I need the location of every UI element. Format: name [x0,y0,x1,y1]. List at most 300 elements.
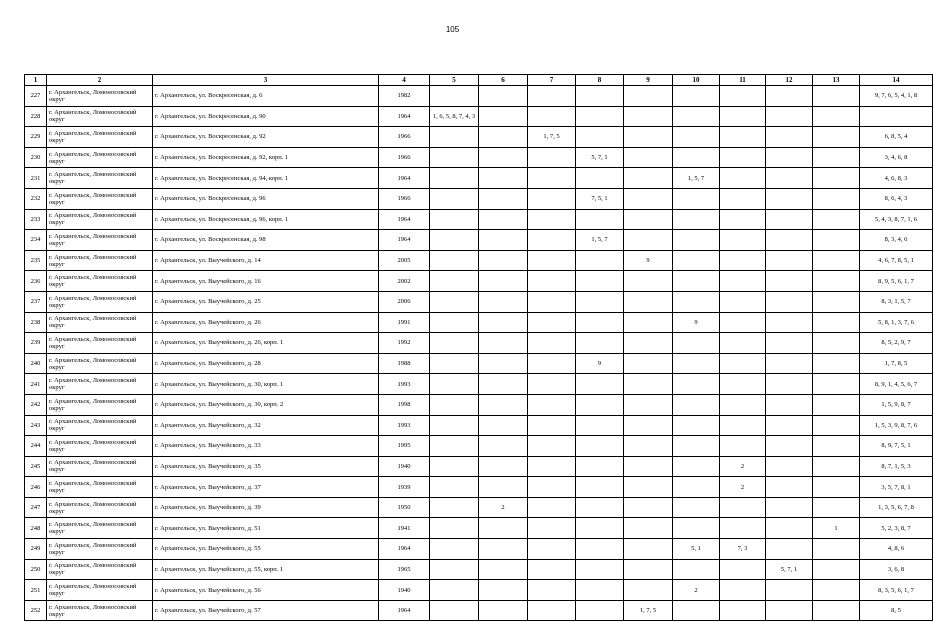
col-14-cell: 5, 8, 1, 3, 7, 6 [860,312,933,333]
table-row [25,168,933,189]
table-row [25,147,933,168]
row-number: 233 [25,209,47,230]
row-number: 236 [25,271,47,292]
col-5-cell [430,188,479,209]
row-number: 246 [25,477,47,498]
col-8-cell: 7, 5, 1 [576,188,624,209]
row-number: 232 [25,188,47,209]
col-7-cell [528,415,576,436]
col-6-cell [479,353,528,374]
col-13-cell [813,559,860,580]
col-12-cell [766,86,813,107]
col-5-cell [430,271,479,292]
year-cell: 1966 [379,147,430,168]
district-cell: г. Архангельск, Ломоносовский округ [47,456,153,477]
col-5-cell [430,127,479,148]
table-row [25,291,933,312]
col-9-cell: 1, 7, 5 [624,600,673,621]
col-6-cell [479,86,528,107]
col-11-cell: 2 [720,477,766,498]
col-8-cell [576,209,624,230]
year-cell: 2005 [379,250,430,271]
col-8-cell [576,168,624,189]
col-11-cell [720,415,766,436]
table-row [25,353,933,374]
district-cell: г. Архангельск, Ломоносовский округ [47,600,153,621]
col-9-cell [624,86,673,107]
col-9-cell [624,539,673,560]
col-10-cell [673,209,720,230]
col-7-cell [528,497,576,518]
district-cell: г. Архангельск, Ломоносовский округ [47,436,153,457]
col-6-cell [479,271,528,292]
col-6-cell [479,188,528,209]
col-5-cell [430,415,479,436]
district-cell: г. Архангельск, Ломоносовский округ [47,168,153,189]
address-cell: г. Архангельск, ул. Выучейского, д. 55, корп. 1 [153,559,379,580]
col-9-cell [624,168,673,189]
year-cell: 1964 [379,209,430,230]
col-7-cell [528,271,576,292]
col-14-cell: 3, 4, 6, 8 [860,147,933,168]
col-11-cell [720,559,766,580]
col-12-cell [766,250,813,271]
col-14-cell: 8, 7, 1, 5, 3 [860,456,933,477]
year-cell: 1939 [379,477,430,498]
col-14-cell: 3, 6, 8 [860,559,933,580]
column-header: 13 [813,75,860,86]
col-5-cell [430,518,479,539]
row-number: 230 [25,147,47,168]
col-6-cell [479,312,528,333]
col-9-cell [624,333,673,354]
col-6-cell [479,209,528,230]
col-11-cell [720,600,766,621]
register-table [24,74,933,621]
col-7-cell [528,106,576,127]
col-10-cell [673,230,720,251]
address-cell: г. Архангельск, ул. Выучейского, д. 35 [153,456,379,477]
district-cell: г. Архангельск, Ломоносовский округ [47,230,153,251]
district-cell: г. Архангельск, Ломоносовский округ [47,127,153,148]
col-8-cell [576,539,624,560]
col-13-cell [813,147,860,168]
col-14-cell: 9, 7, 6, 5, 4, 1, 8 [860,86,933,107]
row-number: 252 [25,600,47,621]
col-12-cell [766,456,813,477]
year-cell: 1993 [379,374,430,395]
col-9-cell [624,456,673,477]
col-6-cell [479,456,528,477]
table-row [25,477,933,498]
col-10-cell [673,291,720,312]
col-11-cell [720,580,766,601]
col-7-cell [528,477,576,498]
table-row [25,600,933,621]
year-cell: 1993 [379,415,430,436]
col-11-cell: 2 [720,456,766,477]
col-7-cell [528,394,576,415]
col-6-cell: 2 [479,497,528,518]
col-5-cell [430,436,479,457]
col-5-cell [430,539,479,560]
col-10-cell [673,436,720,457]
column-header: 6 [479,75,528,86]
table-row [25,250,933,271]
col-6-cell [479,106,528,127]
column-header: 12 [766,75,813,86]
col-13-cell [813,333,860,354]
address-cell: г. Архангельск, ул. Выучейского, д. 56 [153,580,379,601]
address-cell: г. Архангельск, ул. Выучейского, д. 55 [153,539,379,560]
col-8-cell [576,559,624,580]
col-8-cell [576,477,624,498]
col-12-cell [766,230,813,251]
col-10-cell [673,250,720,271]
col-9-cell [624,271,673,292]
col-8-cell [576,497,624,518]
col-9-cell [624,559,673,580]
col-11-cell [720,312,766,333]
col-11-cell [720,271,766,292]
col-8-cell [576,456,624,477]
table-row [25,374,933,395]
district-cell: г. Архангельск, Ломоносовский округ [47,497,153,518]
year-cell: 1998 [379,394,430,415]
col-6-cell [479,250,528,271]
col-7-cell [528,230,576,251]
year-cell: 1964 [379,106,430,127]
col-13-cell [813,312,860,333]
col-13-cell [813,209,860,230]
col-11-cell [720,497,766,518]
address-cell: г. Архангельск, ул. Выучейского, д. 25 [153,291,379,312]
col-14-cell: 5, 2, 3, 8, 7 [860,518,933,539]
row-number: 231 [25,168,47,189]
col-14-cell: 8, 3, 4, 6 [860,230,933,251]
col-7-cell [528,600,576,621]
col-5-cell [430,168,479,189]
col-6-cell [479,168,528,189]
year-cell: 1965 [379,559,430,580]
col-11-cell [720,106,766,127]
row-number: 237 [25,291,47,312]
col-14-cell: 4, 8, 6 [860,539,933,560]
col-5-cell [430,580,479,601]
page-number: 105 [445,25,460,34]
col-10-cell [673,477,720,498]
col-6-cell [479,539,528,560]
col-13-cell [813,127,860,148]
col-12-cell [766,436,813,457]
col-11-cell: 7, 3 [720,539,766,560]
col-13-cell [813,456,860,477]
table-row [25,456,933,477]
col-9-cell [624,477,673,498]
address-cell: г. Архангельск, ул. Воскресенская, д. 92, корп. 1 [153,147,379,168]
col-13-cell [813,580,860,601]
col-5-cell [430,147,479,168]
col-9-cell [624,436,673,457]
col-5-cell [430,559,479,580]
address-cell: г. Архангельск, ул. Выучейского, д. 57 [153,600,379,621]
col-13-cell [813,353,860,374]
district-cell: г. Архангельск, Ломоносовский округ [47,394,153,415]
col-6-cell [479,230,528,251]
col-9-cell [624,127,673,148]
col-10-cell [673,415,720,436]
col-5-cell: 1, 6, 5, 8, 7, 4, 3 [430,106,479,127]
address-cell: г. Архангельск, ул. Выучейского, д. 30, корп. 1 [153,374,379,395]
district-cell: г. Архангельск, Ломоносовский округ [47,271,153,292]
table-row [25,312,933,333]
col-13-cell [813,374,860,395]
col-11-cell [720,353,766,374]
col-7-cell [528,147,576,168]
col-14-cell: 3, 5, 7, 8, 1 [860,477,933,498]
col-9-cell [624,291,673,312]
col-9-cell [624,374,673,395]
col-14-cell: 4, 6, 8, 3 [860,168,933,189]
year-cell: 1966 [379,127,430,148]
column-header: 4 [379,75,430,86]
table-row [25,209,933,230]
col-9-cell [624,580,673,601]
table-row [25,518,933,539]
col-10-cell [673,374,720,395]
district-cell: г. Архангельск, Ломоносовский округ [47,559,153,580]
row-number: 234 [25,230,47,251]
col-8-cell [576,86,624,107]
col-9-cell [624,518,673,539]
col-10-cell: 5, 1 [673,539,720,560]
col-13-cell [813,291,860,312]
col-10-cell: 9 [673,312,720,333]
row-number: 249 [25,539,47,560]
col-13-cell [813,415,860,436]
col-12-cell [766,127,813,148]
district-cell: г. Архангельск, Ломоносовский округ [47,147,153,168]
col-6-cell [479,147,528,168]
district-cell: г. Архангельск, Ломоносовский округ [47,539,153,560]
col-12-cell [766,147,813,168]
district-cell: г. Архангельск, Ломоносовский округ [47,312,153,333]
year-cell: 1964 [379,539,430,560]
col-6-cell [479,518,528,539]
col-7-cell [528,250,576,271]
year-cell: 2006 [379,291,430,312]
col-9-cell [624,209,673,230]
col-7-cell [528,86,576,107]
col-7-cell [528,312,576,333]
col-11-cell [720,436,766,457]
address-cell: г. Архангельск, ул. Выучейского, д. 26, корп. 1 [153,333,379,354]
col-8-cell [576,415,624,436]
col-11-cell [720,168,766,189]
col-12-cell [766,209,813,230]
year-cell: 1940 [379,580,430,601]
col-10-cell [673,127,720,148]
col-10-cell [673,353,720,374]
year-cell: 1964 [379,230,430,251]
col-13-cell: 1 [813,518,860,539]
col-13-cell [813,477,860,498]
col-12-cell [766,600,813,621]
col-9-cell [624,106,673,127]
address-cell: г. Архангельск, ул. Выучейского, д. 16 [153,271,379,292]
col-14-cell: 8, 3, 1, 5, 7 [860,291,933,312]
row-number: 240 [25,353,47,374]
col-14-cell: 8, 5 [860,600,933,621]
col-11-cell [720,209,766,230]
col-12-cell [766,415,813,436]
col-5-cell [430,291,479,312]
column-header: 2 [47,75,153,86]
col-14-cell: 1, 5, 3, 9, 8, 7, 6 [860,415,933,436]
address-cell: г. Архангельск, ул. Выучейского, д. 26 [153,312,379,333]
col-13-cell [813,600,860,621]
col-12-cell [766,394,813,415]
col-7-cell [528,333,576,354]
district-cell: г. Архангельск, Ломоносовский округ [47,291,153,312]
col-11-cell [720,374,766,395]
col-7-cell [528,188,576,209]
col-8-cell [576,250,624,271]
col-7-cell [528,353,576,374]
col-10-cell: 2 [673,580,720,601]
col-6-cell [479,291,528,312]
col-12-cell [766,312,813,333]
header-row [25,75,933,86]
col-12-cell [766,539,813,560]
column-header: 11 [720,75,766,86]
col-12-cell [766,497,813,518]
year-cell: 1992 [379,333,430,354]
table-row [25,580,933,601]
col-14-cell: 5, 4, 3, 8, 7, 1, 6 [860,209,933,230]
col-14-cell: 8, 6, 4, 3 [860,188,933,209]
year-cell: 1941 [379,518,430,539]
col-10-cell [673,188,720,209]
row-number: 229 [25,127,47,148]
district-cell: г. Архангельск, Ломоносовский округ [47,415,153,436]
row-number: 239 [25,333,47,354]
district-cell: г. Архангельск, Ломоносовский округ [47,374,153,395]
col-8-cell [576,312,624,333]
row-number: 238 [25,312,47,333]
row-number: 242 [25,394,47,415]
col-9-cell [624,353,673,374]
row-number: 248 [25,518,47,539]
col-12-cell [766,168,813,189]
column-header: 7 [528,75,576,86]
col-8-cell [576,436,624,457]
col-6-cell [479,600,528,621]
col-5-cell [430,353,479,374]
col-7-cell [528,559,576,580]
col-6-cell [479,477,528,498]
col-7-cell [528,168,576,189]
col-11-cell [720,291,766,312]
col-6-cell [479,374,528,395]
col-13-cell [813,106,860,127]
col-6-cell [479,559,528,580]
column-header: 5 [430,75,479,86]
col-10-cell [673,106,720,127]
year-cell: 1964 [379,600,430,621]
col-8-cell [576,374,624,395]
year-cell: 1988 [379,353,430,374]
col-5-cell [430,209,479,230]
column-header: 3 [153,75,379,86]
col-5-cell [430,333,479,354]
col-5-cell [430,600,479,621]
col-8-cell: 1, 5, 7 [576,230,624,251]
col-11-cell [720,250,766,271]
district-cell: г. Архангельск, Ломоносовский округ [47,209,153,230]
row-number: 251 [25,580,47,601]
col-7-cell [528,456,576,477]
col-12-cell [766,291,813,312]
col-13-cell [813,497,860,518]
col-6-cell [479,127,528,148]
col-13-cell [813,86,860,107]
col-7-cell [528,580,576,601]
col-14-cell: 8, 9, 1, 4, 5, 6, 7 [860,374,933,395]
table-row [25,127,933,148]
col-14-cell: 4, 6, 7, 8, 5, 1 [860,250,933,271]
col-6-cell [479,394,528,415]
col-10-cell [673,559,720,580]
col-13-cell [813,168,860,189]
row-number: 247 [25,497,47,518]
col-8-cell [576,394,624,415]
col-12-cell [766,271,813,292]
column-header: 9 [624,75,673,86]
col-7-cell [528,436,576,457]
row-number: 241 [25,374,47,395]
row-number: 227 [25,86,47,107]
column-header: 14 [860,75,933,86]
table-row [25,559,933,580]
col-10-cell [673,394,720,415]
col-12-cell [766,477,813,498]
table-row [25,394,933,415]
col-9-cell [624,230,673,251]
col-12-cell [766,106,813,127]
col-10-cell: 1, 5, 7 [673,168,720,189]
col-6-cell [479,415,528,436]
year-cell: 1995 [379,436,430,457]
row-number: 228 [25,106,47,127]
col-8-cell [576,580,624,601]
district-cell: г. Архангельск, Ломоносовский округ [47,353,153,374]
table-row [25,333,933,354]
district-cell: г. Архангельск, Ломоносовский округ [47,333,153,354]
year-cell: 1966 [379,188,430,209]
col-12-cell [766,518,813,539]
col-12-cell [766,188,813,209]
col-5-cell [430,250,479,271]
col-10-cell [673,497,720,518]
col-9-cell [624,394,673,415]
col-5-cell [430,374,479,395]
col-14-cell: 8, 5, 2, 9, 7 [860,333,933,354]
col-6-cell [479,436,528,457]
address-cell: г. Архангельск, ул. Выучейского, д. 33 [153,436,379,457]
year-cell: 1950 [379,497,430,518]
col-7-cell [528,518,576,539]
